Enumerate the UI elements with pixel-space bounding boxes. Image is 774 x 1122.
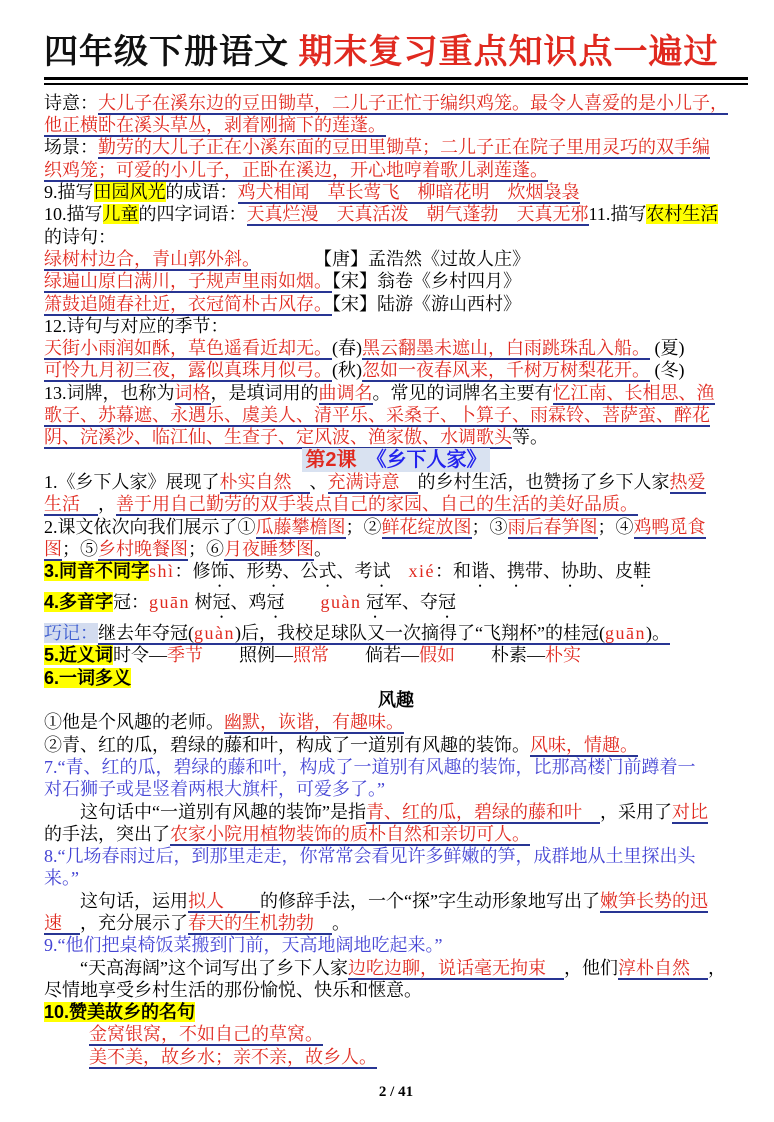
text-segment: 6.一词多义: [44, 667, 132, 688]
page-title-course: 四年级下册语文: [44, 34, 299, 71]
text-segment: 来。”: [44, 868, 79, 889]
text-segment: 冠: [212, 592, 231, 613]
text-segment: 的四字词语：: [138, 204, 247, 225]
text-line: [44, 359, 748, 381]
text-segment: 的成语：: [165, 182, 238, 203]
text-segment: ①他是个风趣的老师。: [44, 712, 224, 733]
text-line: [44, 778, 748, 800]
text-segment: ；②: [345, 516, 382, 537]
text-segment: 10.赞美故乡的名句: [44, 1002, 196, 1023]
text-segment: 雨后春笋图: [507, 516, 598, 537]
text-segment: 《乡下人家》: [377, 448, 490, 472]
text-segment: 。: [314, 538, 332, 559]
page-title-topic: 期末复习重点知识点一遍过: [298, 34, 719, 71]
text-segment: 金窝银窝，不如自己的草窝。: [89, 1024, 323, 1045]
text-segment: 这句话，运用: [80, 890, 188, 911]
text-segment: )后，我校足球队又一次摘得了“飞翔杯”的桂冠(: [235, 623, 605, 644]
text-segment: 、: [489, 561, 508, 582]
text-line: [44, 867, 748, 889]
text-segment: 【宋】翁卷《乡村四月》: [332, 271, 521, 292]
text-segment: 青、红的瓜，碧绿的藤和叶: [365, 801, 600, 822]
text-segment: (春): [332, 338, 362, 359]
text-segment: (夏): [650, 338, 685, 359]
text-segment: ：和: [435, 561, 472, 582]
text-segment: 他正横卧在溪头草丛，剥着刚摘下的莲蓬。: [44, 115, 386, 136]
text-segment: 拟人: [188, 890, 260, 911]
text-line: [44, 226, 748, 248]
text-segment: 热爱: [669, 471, 706, 492]
text-line: [44, 516, 748, 538]
text-segment: 【宋】陆游《游山西村》: [332, 293, 521, 314]
text-segment: 天街小雨润如酥，草色遥看近却无。: [44, 338, 332, 359]
text-segment: 对比: [671, 801, 708, 822]
text-segment: 箫鼓追随春社近，衣冠简朴古风存。: [44, 293, 332, 314]
text-line: [44, 890, 748, 912]
text-segment: 诗意：: [44, 92, 98, 113]
text-line: [44, 667, 748, 689]
text-segment: ②青、红的瓜，碧绿的藤和叶，构成了一道别有风趣的装饰。: [44, 734, 530, 755]
text-segment: (秋): [332, 360, 362, 381]
text-segment: 冠: [438, 592, 457, 613]
text-segment: 12.诗句与对应的季节：: [44, 315, 229, 336]
document-body: [44, 92, 748, 1068]
text-segment: 绿树村边合，青山郭外斜。: [44, 248, 251, 269]
text-line: [44, 248, 748, 270]
text-segment: 树: [190, 592, 213, 613]
text-segment: shì: [149, 561, 175, 582]
text-segment: 天真烂漫 天真活泼 朝气蓬勃 天真无邪: [246, 204, 589, 225]
text-segment: 歌子、苏幕遮、永遇乐、虞美人、清平乐、采桑子、卜算子、雨霖铃、菩萨蛮、醉花: [44, 405, 710, 426]
text-segment: 第2课: [302, 448, 376, 472]
text-segment: 、: [309, 471, 328, 492]
text-segment: 带、: [525, 561, 562, 582]
text-segment: 【唐】孟浩然《过故人庄》: [251, 248, 530, 269]
text-segment: 鲜花绽放图: [381, 516, 472, 537]
text-line: [44, 337, 748, 359]
text-segment: 。常见的词牌名主要有: [372, 382, 553, 403]
text-segment: 9.“他们把桌椅饭菜搬到门前，天高地阔地吃起来。”: [44, 935, 443, 956]
text-segment: “天高海阔”这个词写出了乡下人家: [80, 957, 348, 978]
text-segment: 大儿子在溪东边的豆田锄草，二儿子正忙于编织鸡笼。最令人喜爱的是小儿子，: [98, 92, 728, 113]
text-segment: ，采用了: [599, 801, 672, 822]
text-segment: 图: [44, 538, 62, 559]
text-segment: 、考: [336, 561, 373, 582]
text-line: [44, 560, 748, 591]
page-number: 2 / 41: [378, 1084, 414, 1101]
text-segment: )。: [645, 623, 670, 644]
text-segment: 黑云翻墨未遮山，白雨跳珠乱入船。: [362, 338, 650, 359]
text-line: [44, 845, 748, 867]
text-segment: 边吃边聊，说话毫无拘束: [347, 957, 564, 978]
text-segment: 继去年夺冠(: [98, 623, 194, 644]
text-line: [44, 270, 748, 292]
text-segment: 嫩笋长势的迅: [599, 890, 708, 911]
text-segment: 忽如一夜春风来，千树万树梨花开。: [362, 360, 650, 381]
text-segment: 5.近义词: [44, 645, 114, 666]
text-segment: 8.“几场春雨过后，到那里走走，你常常会看见许多鲜嫩的笋，成群地从土里探出头: [44, 846, 696, 867]
text-segment: 忆江南、长相思、渔: [552, 382, 715, 403]
text-line: [44, 1023, 748, 1045]
text-segment: 朴实: [545, 645, 582, 666]
text-line: [44, 493, 748, 515]
text-segment: 照常: [293, 645, 330, 666]
text-segment: ；④: [597, 516, 634, 537]
text-segment: 美不美，故乡水；亲不亲，故乡人。: [89, 1046, 377, 1067]
text-line: [44, 711, 748, 733]
text-line: [44, 471, 748, 493]
text-segment: 场景：: [44, 137, 98, 158]
text-segment: 儿童: [102, 204, 139, 225]
text-line: [44, 734, 748, 756]
title-divider: [44, 77, 748, 85]
text-segment: ，: [98, 494, 116, 515]
text-line: [44, 449, 748, 471]
text-segment: 速: [44, 912, 80, 933]
text-segment: 照例—: [203, 645, 294, 666]
text-line: [44, 404, 748, 426]
text-segment: 风趣: [378, 690, 414, 711]
text-segment: ，他们: [563, 957, 618, 978]
text-segment: 善于用自己勤劳的双手装点自己的家园、自己的生活的美好品质。: [116, 494, 638, 515]
text-segment: ，充分展示了: [80, 912, 188, 933]
page-title: [44, 30, 748, 76]
text-line: [44, 1001, 748, 1023]
text-segment: 势: [264, 561, 283, 582]
text-segment: 充满诗意: [327, 471, 418, 492]
text-segment: [285, 592, 321, 612]
text-segment: 冠: [266, 592, 285, 613]
text-segment: 织鸡笼；可爱的小儿子，正卧在溪边，开心地哼着歌儿剥莲蓬。: [44, 159, 548, 180]
text-segment: 协: [561, 561, 580, 582]
text-segment: ；③: [471, 516, 508, 537]
text-segment: 朴实自然: [219, 471, 310, 492]
text-segment: 的修辞手法，一个“探”字生动形象地写出了: [260, 890, 600, 911]
text-segment: 风味，情趣。: [530, 734, 638, 755]
text-segment: 曲调名: [318, 382, 373, 403]
text-segment: 2.课文依次向我们展示了①: [44, 516, 256, 537]
text-segment: 携: [507, 561, 526, 582]
text-line: [44, 159, 748, 181]
text-line: [44, 934, 748, 956]
text-segment: 3.同音不同字: [44, 561, 150, 582]
text-segment: 尽情地享受乡村生活的那份愉悦、快乐和惬意。: [44, 979, 422, 1000]
text-line: [44, 92, 748, 114]
text-segment: 月夜睡梦图: [224, 538, 314, 559]
text-segment: 农家小院用植物装饰的质朴自然和亲切可人。: [170, 823, 530, 844]
text-segment: xié: [408, 561, 436, 582]
text-segment: 可怜九月初三夜，露似真珠月似弓。: [44, 360, 332, 381]
text-segment: 倘若—: [329, 645, 420, 666]
text-segment: 淳朴自然: [617, 957, 708, 978]
text-segment: 幽默，诙谐，有趣味。: [224, 712, 404, 733]
text-segment: 。: [332, 912, 350, 933]
text-segment: ；⑤: [62, 538, 98, 559]
text-segment: 13.词牌，也称为: [44, 382, 175, 403]
text-segment: 朴素—: [455, 645, 546, 666]
text-line: [44, 136, 748, 158]
text-segment: 4.多音字: [44, 592, 114, 613]
text-segment: 式: [318, 561, 337, 582]
text-line: [44, 622, 748, 644]
text-line: [44, 382, 748, 404]
text-line: [44, 203, 748, 225]
text-segment: 7.“青、红的瓜，碧绿的藤和叶，构成了一道别有风趣的装饰，比那高楼门前蹲着一: [44, 756, 696, 777]
text-segment: 时令—: [113, 645, 168, 666]
text-line: [44, 979, 748, 1001]
text-segment: 鸡鸭觅食: [633, 516, 706, 537]
text-line: [44, 823, 748, 845]
text-line: [44, 426, 748, 448]
text-segment: 田园风光: [93, 182, 166, 203]
text-line: [44, 114, 748, 136]
text-segment: guàn: [194, 623, 235, 644]
text-line: [44, 538, 748, 560]
text-segment: 阴、浣溪沙、临江仙、生查子、定风波、渔家傲、水调歌头: [44, 427, 512, 448]
text-segment: 助、皮: [579, 561, 634, 582]
text-segment: guān: [149, 592, 191, 613]
text-line: [44, 801, 748, 823]
text-segment: 11.描写: [588, 204, 647, 225]
text-segment: 试: [372, 561, 391, 582]
text-line: [44, 591, 748, 622]
text-segment: [391, 561, 409, 581]
text-line: [44, 912, 748, 934]
text-line: [44, 644, 748, 666]
text-segment: 鸡犬相闻 草长莺飞 柳暗花明 炊烟袅袅: [237, 182, 580, 203]
text-line: [44, 181, 748, 203]
text-segment: 季节: [167, 645, 204, 666]
text-segment: 冠: [366, 592, 385, 613]
text-line: [44, 315, 748, 337]
text-segment: (冬): [650, 360, 685, 381]
text-segment: 谐: [471, 561, 490, 582]
text-segment: ，是填词用的: [210, 382, 319, 403]
text-segment: 、公: [282, 561, 319, 582]
text-segment: 冠：: [113, 592, 150, 613]
text-segment: ；⑥: [188, 538, 224, 559]
text-segment: guān: [604, 623, 646, 644]
text-segment: 1.《乡下人家》展现了: [44, 471, 220, 492]
text-segment: 农村生活: [646, 204, 719, 225]
text-segment: 9.描写: [44, 182, 94, 203]
text-segment: 勤劳的大儿子正在小溪东面的豆田里锄草；二儿子正在院子里用灵巧的双手编: [98, 137, 710, 158]
text-segment: 军、夺: [384, 592, 439, 613]
text-segment: 生活: [44, 494, 98, 515]
text-segment: 瓜藤攀檐图: [255, 516, 346, 537]
text-segment: 对石狮子或是竖着两根大旗杆，可爱多了。”: [44, 779, 385, 800]
text-segment: guàn: [320, 592, 362, 613]
text-segment: 这句话中“一道别有风趣的装饰”是指: [80, 801, 366, 822]
text-segment: 鞋: [633, 561, 652, 582]
text-segment: 假如: [419, 645, 456, 666]
text-segment: 绿遍山原白满川，子规声里雨如烟。: [44, 271, 332, 292]
text-segment: 乡村晚餐图: [98, 538, 188, 559]
text-segment: 饰: [210, 561, 229, 582]
text-segment: 、形: [228, 561, 265, 582]
text-segment: 10.描写: [44, 204, 103, 225]
text-segment: 的乡村生活，也赞扬了乡下人家: [417, 471, 670, 492]
text-line: [44, 293, 748, 315]
text-segment: 的手法，突出了: [44, 823, 170, 844]
text-segment: ：修: [174, 561, 211, 582]
text-segment: 、鸡: [230, 592, 267, 613]
text-line: [44, 957, 748, 979]
text-segment: 的诗句：: [44, 226, 116, 247]
text-line: [44, 689, 748, 711]
text-line: [44, 1046, 748, 1068]
text-segment: 等。: [512, 427, 548, 448]
text-segment: 巧记：: [44, 623, 98, 644]
text-line: [44, 756, 748, 778]
text-segment: 春天的生机勃勃: [188, 912, 332, 933]
text-segment: 词格: [174, 382, 211, 403]
text-segment: ，: [707, 957, 726, 978]
